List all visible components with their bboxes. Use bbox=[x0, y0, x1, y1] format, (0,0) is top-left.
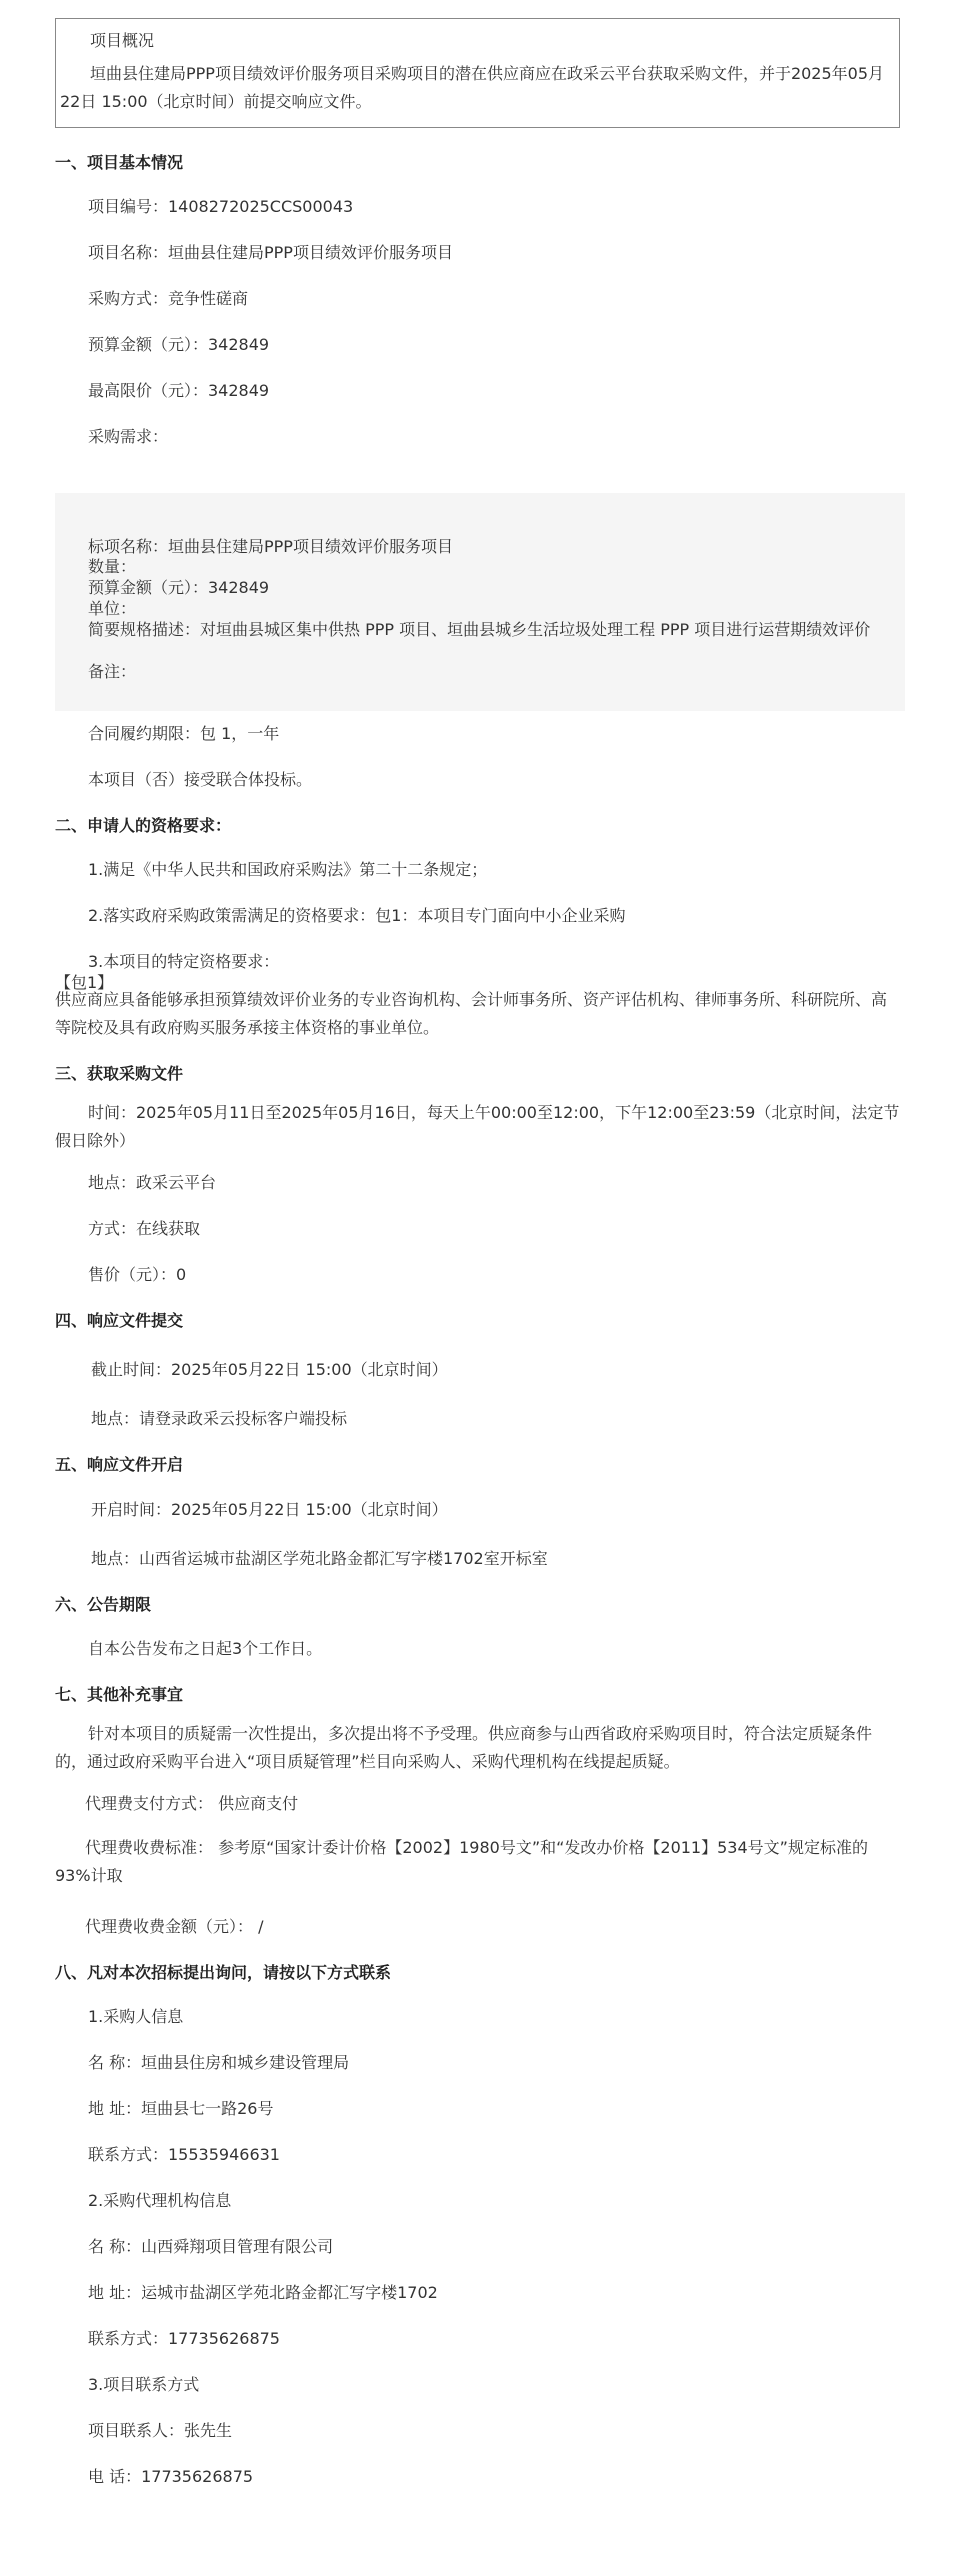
lot-quantity: 数量： bbox=[88, 557, 137, 576]
lot-note: 备注： bbox=[88, 662, 137, 681]
agency-heading: 2.采购代理机构信息 bbox=[88, 2191, 232, 2210]
purchaser-phone: 联系方式：15535946631 bbox=[88, 2145, 280, 2164]
section-title-notice-period: 六、公告期限 bbox=[55, 1595, 152, 1614]
section-title-contact: 八、凡对本次招标提出询问，请按以下方式联系 bbox=[55, 1963, 392, 1982]
lot-name: 标项名称：垣曲县住建局PPP项目绩效评价服务项目 bbox=[88, 537, 453, 556]
procurement-method: 采购方式：竞争性磋商 bbox=[88, 289, 249, 308]
contract-period: 合同履约期限：包 1，一年 bbox=[88, 724, 280, 743]
obtain-way: 方式：在线获取 bbox=[88, 1219, 201, 1238]
qualification-3: 3.本项目的特定资格要求： bbox=[88, 952, 280, 971]
project-overview-box bbox=[55, 18, 900, 128]
section-title-obtain-documents: 三、获取采购文件 bbox=[55, 1064, 184, 1083]
package-requirement: 供应商应具备能够承担预算绩效评价业务的专业咨询机构、会计师事务所、资产评估机构、律师事务所、科研院所、高等院校及具有政府购买服务承接主体资格的事业单位。 bbox=[55, 990, 888, 1037]
lot-budget: 预算金额（元）：342849 bbox=[88, 578, 270, 597]
consortium-policy: 本项目（否）接受联合体投标。 bbox=[88, 770, 313, 789]
submission-deadline: 截止时间：2025年05月22日 15:00（北京时间） bbox=[91, 1360, 448, 1379]
section-title-qualifications: 二、申请人的资格要求： bbox=[55, 816, 232, 835]
agency-phone: 联系方式：17735626875 bbox=[88, 2329, 280, 2348]
qualification-2: 2.落实政府采购政策需满足的资格要求：包1：本项目专门面向中小企业采购 bbox=[88, 906, 626, 925]
section-title-opening: 五、响应文件开启 bbox=[55, 1455, 184, 1474]
lot-unit: 单位： bbox=[88, 599, 137, 618]
max-price: 最高限价（元）：342849 bbox=[88, 381, 270, 400]
agency-fee-standard: 代理费收费标准： 参考原“国家计委计价格【2002】1980号文”和“发改办价格【2011】534号文”规定标准的93%计取 bbox=[55, 1838, 868, 1885]
notice-period-text: 自本公告发布之日起3个工作日。 bbox=[88, 1639, 323, 1658]
project-contact-phone: 电 话：17735626875 bbox=[88, 2467, 254, 2486]
project-number: 项目编号：1408272025CCS00043 bbox=[88, 197, 354, 216]
document-price: 售价（元）：0 bbox=[88, 1265, 187, 1284]
qualification-1: 1.满足《中华人民共和国政府采购法》第二十二条规定； bbox=[88, 860, 488, 879]
section-title-submission: 四、响应文件提交 bbox=[55, 1311, 184, 1330]
lot-spec: 简要规格描述：对垣曲县城区集中供热 PPP 项目、垣曲县城乡生活垃圾处理工程 PPP 项目进行运营期绩效评价 bbox=[88, 620, 871, 639]
purchaser-name: 名 称：垣曲县住房和城乡建设管理局 bbox=[88, 2053, 350, 2072]
agency-address: 地 址：运城市盐湖区学苑北路金都汇写字楼1702 bbox=[88, 2283, 438, 2302]
challenge-instructions: 针对本项目的质疑需一次性提出，多次提出将不予受理。供应商参与山西省政府采购项目时，符合法定质疑条件的，通过政府采购平台进入“项目质疑管理”栏目向采购人、采购代理机构在线提起质疑。 bbox=[55, 1724, 873, 1771]
opening-place: 地点：山西省运城市盐湖区学苑北路金都汇写字楼1702室开标室 bbox=[91, 1549, 548, 1568]
opening-time: 开启时间：2025年05月22日 15:00（北京时间） bbox=[91, 1500, 448, 1519]
agency-name: 名 称：山西舜翔项目管理有限公司 bbox=[88, 2237, 334, 2256]
submission-place: 地点：请登录政采云投标客户端投标 bbox=[91, 1409, 348, 1428]
purchaser-address: 地 址：垣曲县七一路26号 bbox=[88, 2099, 274, 2118]
package-label: 【包1】 bbox=[55, 973, 114, 992]
overview-text: 垣曲县住建局PPP项目绩效评价服务项目采购项目的潜在供应商应在政采云平台获取采购文件，并于2025年05月22日 15:00（北京时间）前提交响应文件。 bbox=[60, 64, 885, 111]
project-contact-heading: 3.项目联系方式 bbox=[88, 2375, 200, 2394]
section-title-basic-info: 一、项目基本情况 bbox=[55, 153, 184, 172]
obtain-time: 时间：2025年05月11日至2025年05月16日，每天上午00:00至12:00，下午12:00至23:59（北京时间，法定节假日除外） bbox=[55, 1103, 900, 1150]
agency-fee-amount: 代理费收费金额（元）： / bbox=[85, 1917, 264, 1936]
overview-heading: 项目概况 bbox=[90, 31, 155, 50]
section-title-supplementary: 七、其他补充事宜 bbox=[55, 1685, 184, 1704]
project-name: 项目名称：垣曲县住建局PPP项目绩效评价服务项目 bbox=[88, 243, 453, 262]
purchaser-heading: 1.采购人信息 bbox=[88, 2007, 184, 2026]
procurement-requirement: 采购需求： bbox=[88, 427, 169, 446]
lot-details-box bbox=[55, 493, 905, 711]
project-contact-person: 项目联系人：张先生 bbox=[88, 2421, 233, 2440]
obtain-place: 地点：政采云平台 bbox=[88, 1173, 217, 1192]
agency-fee-payment: 代理费支付方式： 供应商支付 bbox=[85, 1794, 299, 1813]
budget-amount: 预算金额（元）：342849 bbox=[88, 335, 270, 354]
